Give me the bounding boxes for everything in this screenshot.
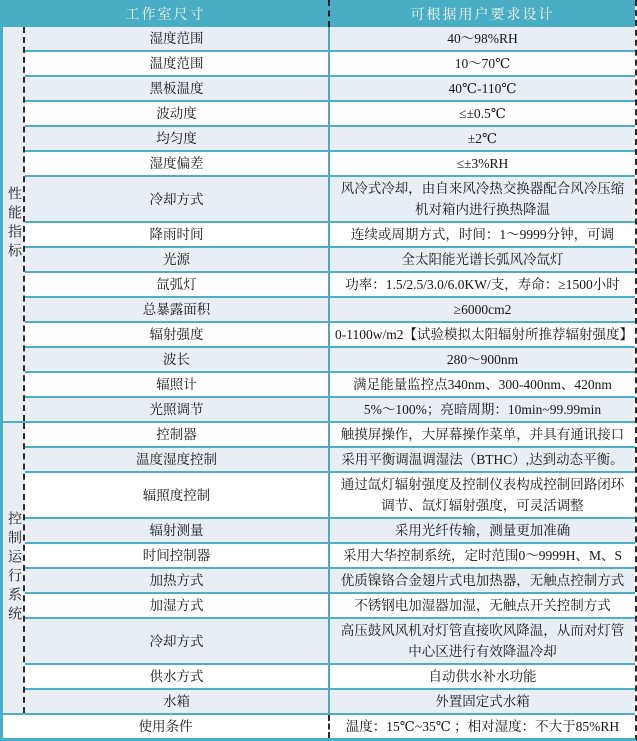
spec-value-cell: 全太阳能光谱长弧风冷氙灯: [401, 252, 564, 267]
spec-name-cell: 温度湿度控制: [25, 448, 330, 471]
spec-value-cell: 风冷式冷却，由自来风冷热交换器配合风冷压缩机对箱内进行换热降温: [340, 181, 625, 217]
spec-row: [25, 517, 635, 542]
section-vertical-label: 性能指标: [3, 27, 25, 421]
spec-value-cell: 满足能量监控点340nm、300-400nm、420nm: [353, 377, 612, 392]
spec-value-cell: 高压鼓风风机对灯管直接吹风降温，从而对灯管中心区进行有效降温冷却: [340, 623, 625, 659]
spec-row: [25, 688, 635, 713]
spec-name-cell: 时间控制器: [25, 544, 330, 567]
spec-name-cell: 辐照度控制: [25, 473, 330, 517]
spec-row: [25, 125, 635, 150]
spec-name-cell: 辐射强度: [25, 323, 330, 346]
spec-name-cell: 均匀度: [25, 127, 330, 150]
spec-name-cell: 温度范围: [25, 52, 330, 75]
spec-value-cell: 连续或周期方式，时间：1～9999分钟，可调: [350, 227, 615, 242]
spec-value-cell: 优质镍铬合金翅片式电加热器，无触点控制方式: [340, 573, 625, 588]
spec-value-cell: 40～98%RH: [447, 31, 518, 46]
table-section: [3, 421, 635, 713]
section-rows: [25, 423, 635, 713]
spec-name-cell: 辐照计: [25, 373, 330, 396]
spec-value-cell: 不锈钢电加湿器加湿，无触点开关控制方式: [354, 598, 611, 613]
section-vertical-label: 控制运行系统: [3, 423, 25, 713]
spec-row: [25, 423, 635, 446]
spec-name-cell: 光照调节: [25, 398, 330, 421]
spec-name-cell: 湿度偏差: [25, 152, 330, 175]
spec-value-cell: ≤±3%RH: [456, 156, 509, 171]
spec-row: [25, 321, 635, 346]
section-rows: [25, 27, 635, 421]
usage-conditions-label: 使用条件: [3, 715, 330, 738]
header-cell-custom-design: 可根据用户要求设计: [410, 7, 555, 23]
spec-row: [25, 567, 635, 592]
spec-row: [25, 271, 635, 296]
spec-row: [25, 592, 635, 617]
spec-row: [25, 75, 635, 100]
spec-row: [25, 221, 635, 246]
spec-name-cell: 加湿方式: [25, 594, 330, 617]
table-section: [3, 27, 635, 421]
spec-value-cell: 采用光纤传输，测量更加准确: [394, 523, 571, 538]
spec-value-cell: 触摸屏操作，大屏幕操作菜单，并具有通讯接口: [340, 427, 625, 442]
spec-row: [25, 346, 635, 371]
spec-name-cell: 波动度: [25, 102, 330, 125]
spec-value-cell: 10～70℃: [454, 56, 511, 71]
usage-conditions-row: [3, 713, 635, 738]
spec-value-cell: 采用大华控制系统，定时范围0～9999H、M、S: [342, 548, 622, 563]
spec-name-cell: 湿度范围: [25, 27, 330, 50]
spec-value-cell: ≥6000cm2: [453, 302, 512, 317]
spec-row: [25, 296, 635, 321]
spec-name-cell: 波长: [25, 348, 330, 371]
spec-value-cell: ±2℃: [467, 131, 498, 146]
spec-name-cell: 控制器: [25, 423, 330, 446]
table-body: [3, 27, 635, 713]
table-header: [3, 0, 635, 27]
spec-row: [25, 617, 635, 663]
spec-row: [25, 175, 635, 221]
spec-name-cell: 光源: [25, 248, 330, 271]
spec-row: [25, 246, 635, 271]
spec-value-cell: 外置固定式水箱: [435, 694, 530, 709]
spec-name-cell: 黑板温度: [25, 77, 330, 100]
spec-value-cell: 功率：1.5/2.5/3.0/6.0KW/支，寿命：≥1500小时: [345, 277, 620, 292]
spec-value-cell: 自动供水补水功能: [428, 669, 537, 684]
spec-row: [25, 471, 635, 517]
spec-row: [25, 446, 635, 471]
spec-value-cell: 280～900nm: [446, 352, 519, 367]
spec-name-cell: 供水方式: [25, 665, 330, 688]
spec-name-cell: 氙弧灯: [25, 273, 330, 296]
spec-value-cell: 0-1100w/m2【试验模拟太阳辐射所推荐辐射强度】: [335, 327, 633, 342]
spec-value-cell: 5%～100%；亮暗周期：10min~99.99min: [363, 402, 602, 417]
spec-value-cell: ≤±0.5℃: [459, 106, 506, 121]
spec-name-cell: 水箱: [25, 690, 330, 713]
spec-name-cell: 总暴露面积: [25, 298, 330, 321]
spec-value-cell: 40℃-110℃: [448, 81, 517, 96]
spec-row: [25, 50, 635, 75]
spec-row: [25, 396, 635, 421]
usage-conditions-value: 温度：15℃~35℃ ；相对湿度：不大于85%RH: [345, 719, 620, 734]
spec-name-cell: 加热方式: [25, 569, 330, 592]
spec-name-cell: 辐射测量: [25, 519, 330, 542]
header-cell-workroom-size: 工作室尺寸: [3, 0, 330, 27]
spec-row: [25, 663, 635, 688]
spec-row: [25, 150, 635, 175]
spec-value-cell: 采用平衡调温调湿法（BTHC）,达到动态平衡。: [341, 452, 624, 467]
spec-name-cell: 降雨时间: [25, 223, 330, 246]
spec-row: [25, 27, 635, 50]
spec-value-cell: 通过氙灯辐射强度及控制仪表构成控制回路闭环调节、氙灯辐射强度，可灵活调整: [340, 477, 625, 513]
spec-name-cell: 冷却方式: [25, 619, 330, 663]
spec-row: [25, 371, 635, 396]
spec-row: [25, 100, 635, 125]
spec-row: [25, 542, 635, 567]
spec-name-cell: 冷却方式: [25, 177, 330, 221]
